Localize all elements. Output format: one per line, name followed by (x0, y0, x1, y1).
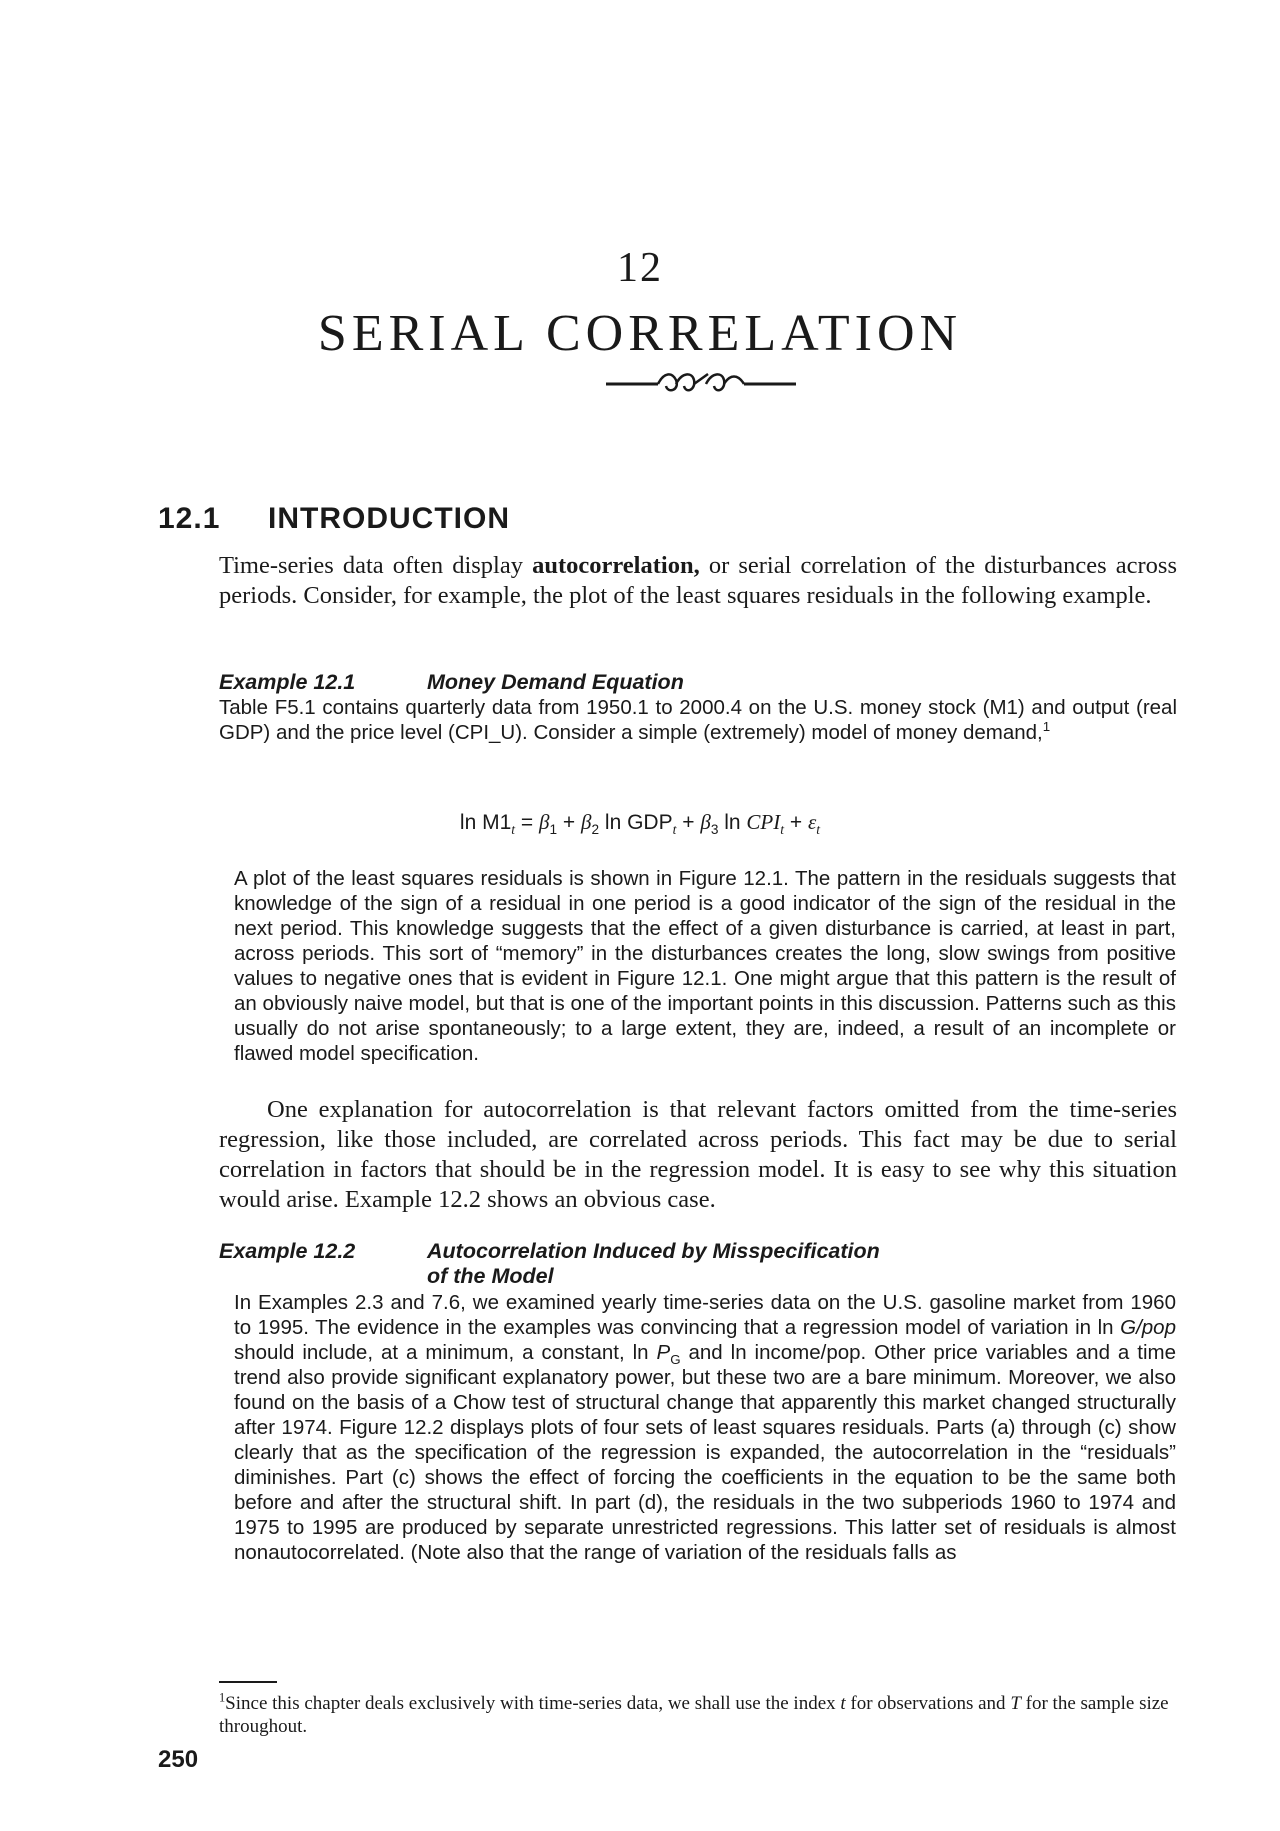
example-title-line-1: Autocorrelation Induced by Misspecification (427, 1239, 880, 1263)
var-p: P (656, 1341, 671, 1364)
example-12-1-heading (219, 670, 684, 695)
eq-beta3: β (700, 810, 711, 834)
eq-plus-2: + (676, 811, 701, 834)
residuals-paragraph: A plot of the least squares residuals is shown in Figure 12.1. The pattern in the residuals suggests that knowledge of the sign of a residual in one period is a good indicator of the sign of the residual in the next period. This knowledge suggests that the effect of a given disturbance is carried, at least in part, across periods. This sort of “memory” in the disturbances creates the long, slow swings from positive values to negative ones that is evident in Figure 12.1. One might argue that this pattern is the result of an obviously naive model, but that is one of the important points in this discussion. Patterns such as this usually do not arise spontaneously; to a large extent, they are, indeed, a result of an incomplete or flawed model specification. (234, 867, 1176, 1065)
eq-epsilon: ε (807, 810, 817, 834)
example-2-text-1: In Examples 2.3 and 7.6, we examined yearly time-series data on the U.S. gasoline market from 1960 to 1995. The evidence in the examples was convincing that a regression model of variation in ln (234, 1291, 1176, 1339)
footnote-text-2: for observations and (845, 1693, 1011, 1714)
section-heading (158, 502, 510, 536)
example-label: Example 12.1 (219, 670, 356, 694)
money-demand-equation (0, 810, 1280, 838)
eq-ln: ln (718, 811, 747, 834)
section-title: INTRODUCTION (268, 502, 510, 535)
example-title-line-2: of the Model (427, 1264, 554, 1288)
footnote-text-1: Since this chapter deals exclusively with time-series data, we shall use the index (225, 1693, 841, 1714)
page-number: 250 (158, 1746, 199, 1773)
eq-beta1: β (539, 810, 550, 834)
eq-sub-t: t (511, 822, 516, 838)
eq-ln-gdp: ln GDP (599, 811, 673, 834)
term-autocorrelation: autocorrelation, (532, 552, 700, 579)
eq-sub-3: 3 (710, 822, 719, 838)
chapter-ornament-icon (606, 368, 796, 396)
intro-paragraph (219, 551, 1177, 611)
footnote-marker: 1 (219, 1690, 226, 1705)
eq-plus-1: + (557, 811, 582, 834)
footnote (219, 1692, 1177, 1738)
eq-beta2: β (581, 810, 592, 834)
eq-sub-1: 1 (549, 822, 558, 838)
example-title: Money Demand Equation (427, 670, 684, 694)
eq-sub-t2: t (672, 822, 677, 838)
example-2-text-2: should include, at a minimum, a constant, ln (234, 1341, 657, 1364)
chapter-number: 12 (617, 245, 663, 291)
eq-cpi: CPI (746, 810, 781, 834)
example-12-1-body (219, 695, 1177, 745)
example-2-text-3: and ln income/pop. Other price variables and a time trend also provide significant explanatory power, but these two are a bare minimum. Moreover, we also found on the basis of a Chow test of structural change that apparently this market changed structurally after 1974. Figure 12.2 displays plots of four sets of least squares residuals. Parts (a) through (c) show clearly that as the specification of the regression is expanded, the autocorrelation in the “residuals” diminishes. Part (c) shows the effect of forcing the coefficients in the equation to be the same both before and after the structural shift. In part (d), the residuals in the two subperiods 1960 to 1974 and 1975 to 1995 are produced by separate unrestricted regressions. This latter set of residuals is almost nonautocorrelated. (Note also that the range of variation of the residuals falls as (234, 1341, 1176, 1564)
footnote-ref: 1 (1042, 719, 1051, 735)
eq-equals: = (515, 811, 540, 834)
eq-sub-t4: t (816, 822, 821, 838)
example-12-2-body (234, 1290, 1176, 1565)
intro-text-cont: or serial correlation of the disturbances across periods. Consider, for example, the plot of the least squares residuals in the following example. (219, 552, 1177, 609)
var-g-pop: G/pop (1120, 1316, 1176, 1339)
example-12-2-heading (219, 1239, 880, 1289)
eq-sub-2: 2 (591, 822, 600, 838)
section-number: 12.1 (158, 502, 221, 535)
eq-sub-t3: t (780, 822, 785, 838)
chapter-title: SERIAL CORRELATION (317, 305, 963, 362)
explanation-paragraph: One explanation for autocorrelation is that relevant factors omitted from the time-series regression, like those included, are correlated across periods. This fact may be due to serial correlation in factors that should be in the regression model. It is easy to see why this situation would arise. Example 12.2 shows an obvious case. (219, 1096, 1177, 1213)
var-p-sub: G (670, 1352, 681, 1368)
example-label: Example 12.2 (219, 1239, 356, 1263)
footnote-var-T: T (1010, 1693, 1021, 1714)
footnote-divider (219, 1681, 277, 1683)
intro-text: Time-series data often display (219, 552, 533, 579)
example-body-text: Table F5.1 contains quarterly data from 1950.1 to 2000.4 on the U.S. money stock (M1) and output (real GDP) and the price level (CPI_U). Consider a simple (extremely) model of money demand, (219, 696, 1177, 744)
eq-lhs: ln M1 (459, 811, 512, 834)
footnote-var-t: t (840, 1693, 846, 1714)
footnote-text-3: for the sample size throughout. (219, 1693, 1169, 1737)
eq-plus-3: + (784, 811, 808, 834)
